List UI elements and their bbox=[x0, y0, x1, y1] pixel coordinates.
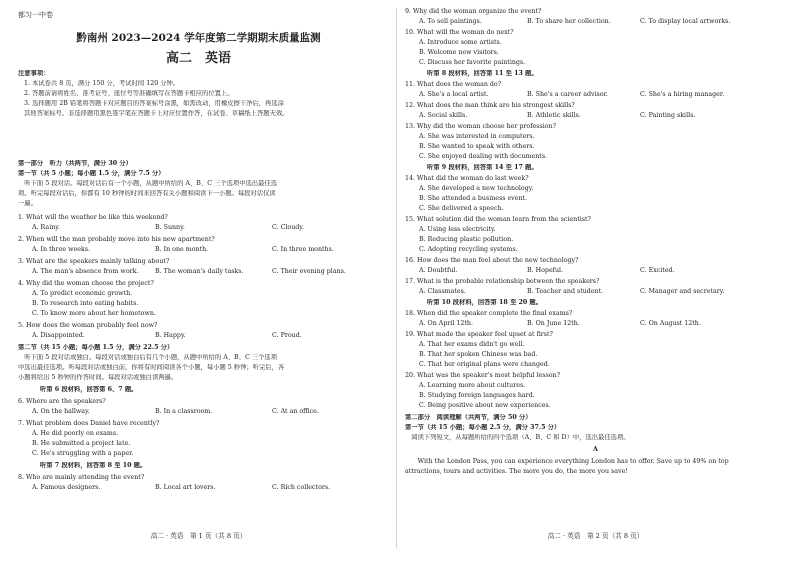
option-c: C. Proud. bbox=[272, 332, 302, 339]
option-c: C. Cloudy. bbox=[272, 224, 305, 231]
exam-subject: 高二 英语 bbox=[165, 51, 231, 66]
option-c: C. He's struggling with a paper. bbox=[32, 450, 134, 457]
option-a: A. She developed a new technology. bbox=[419, 185, 534, 192]
question-text: 14. What did the woman do last week? bbox=[405, 175, 529, 182]
option-a: A. To sell paintings. bbox=[419, 18, 482, 25]
option-a: A. Famous designers. bbox=[32, 484, 101, 491]
question-text: 11. What does the woman do? bbox=[405, 81, 502, 88]
option-c: C. Excited. bbox=[640, 267, 675, 274]
question-text: 5. How does the woman probably feel now? bbox=[18, 322, 158, 329]
listening-material-label: 听第 10 段材料，回答第 18 至 20 题。 bbox=[427, 299, 543, 306]
option-a: A. She's a local artist. bbox=[419, 91, 489, 98]
option-a: A. On April 12th. bbox=[419, 320, 473, 327]
note-line: 其他答案标号。非选择题用黑色签字笔在答题卡上对应位置作答，在试卷、草稿纸上答题无效。 bbox=[24, 110, 289, 117]
passage-line: With the London Pass, you can experience everything London has to offer. Save up to 49% on top bbox=[405, 458, 729, 465]
option-b: B. Reducing plastic pollution. bbox=[419, 236, 514, 243]
page-footer: 高二 · 英语 第 2 页（共 8 页） bbox=[547, 532, 644, 540]
option-b: B. To research into eating habits. bbox=[32, 300, 139, 307]
question-text: 13. Why did the woman choose her profession? bbox=[405, 123, 556, 130]
question-text: 10. What will the woman do next? bbox=[405, 29, 514, 36]
option-a: A. Introduce some artists. bbox=[419, 39, 502, 46]
part2-section1-heading: 第一节（共 15 小题；每小题 2.5 分，满分 37.5 分） bbox=[405, 424, 561, 431]
note-line: 1. 本试卷共 8 页，满分 150 分，考试时间 120 分钟。 bbox=[24, 80, 180, 87]
section2-instructions: 听下面 5 段对话或独白。每段对话或独白后有几个小题，从题中所给的 A、B、C 三个选项 bbox=[18, 354, 277, 361]
option-b: B. That her spoken Chinese was bad. bbox=[419, 351, 538, 358]
section1-heading: 第一节（共 5 小题；每小题 1.5 分，满分 7.5 分） bbox=[18, 170, 165, 177]
section2-instructions: 中选出最佳选项。听每段对话或独白前，你将有时间阅读各个小题，每小题 5 秒钟；听完后，各 bbox=[18, 364, 285, 371]
question-text: 7. What problem does Daniel have recently? bbox=[18, 420, 160, 427]
option-a: A. Doubtful. bbox=[419, 267, 458, 274]
question-text: 8. Who are mainly attending the event? bbox=[18, 474, 145, 481]
option-a: A. He did poorly on exams. bbox=[32, 430, 119, 437]
option-b: B. In one month. bbox=[155, 246, 209, 253]
page-2 bbox=[397, 0, 794, 561]
listening-material-label: 听第 8 段材料，回答第 11 至 13 题。 bbox=[427, 70, 538, 77]
question-text: 15. What solution did the woman learn from the scientist? bbox=[405, 216, 591, 223]
question-text: 6. Where are the speakers? bbox=[18, 398, 106, 405]
option-b: B. Athletic skills. bbox=[527, 112, 581, 119]
option-b: B. Hopeful. bbox=[527, 267, 564, 274]
question-text: 9. Why did the woman organize the event? bbox=[405, 8, 542, 15]
option-c: C. Painting skills. bbox=[640, 112, 696, 119]
question-text: 17. What is the probable relationship between the speakers? bbox=[405, 278, 600, 285]
question-text: 1. What will the weather be like this weekend? bbox=[18, 214, 168, 221]
option-c: C. That her original plans were changed. bbox=[419, 361, 550, 368]
section2-heading: 第二节（共 15 小题；每小题 1.5 分，满分 22.5 分） bbox=[18, 344, 174, 351]
option-a: A. Classmates. bbox=[419, 288, 466, 295]
notes-heading: 注意事项： bbox=[18, 70, 50, 77]
option-c: C. Their evening plans. bbox=[272, 268, 346, 275]
part2-instructions: 阅读下列短文，从每题所给的四个选项（A、B、C 和 D）中，选出最佳选项。 bbox=[405, 434, 630, 441]
option-b: B. She attended a business event. bbox=[419, 195, 528, 202]
section1-instructions: 项。听完每段对话后，你都有 10 秒钟的时间来回答有关小题和阅读下一小题。每段对话仅读 bbox=[18, 190, 276, 197]
option-c: C. She delivered a speech. bbox=[419, 205, 504, 212]
option-a: A. She was interested in computers. bbox=[419, 133, 535, 140]
option-a: A. To predict economic growth. bbox=[32, 290, 133, 297]
option-a: A. Learning more about cultures. bbox=[419, 382, 526, 389]
option-b: B. To share her collection. bbox=[527, 18, 611, 25]
option-c: C. She enjoyed dealing with documents. bbox=[419, 153, 548, 160]
option-b: B. Sunny. bbox=[155, 224, 185, 231]
option-c: C. Discuss her favorite paintings. bbox=[419, 59, 526, 66]
option-a: A. Rainy. bbox=[32, 224, 60, 231]
option-b: B. She wanted to speak with others. bbox=[419, 143, 535, 150]
header-corner-label: 都匀一中卷 bbox=[18, 11, 53, 19]
option-a: A. That her exams didn't go well. bbox=[419, 341, 525, 348]
option-b: B. In a classroom. bbox=[155, 408, 213, 415]
option-c: C. Being positive about new experiences. bbox=[419, 402, 551, 409]
listening-material-label: 听第 9 段材料，回答第 14 至 17 题。 bbox=[427, 164, 538, 171]
option-b: B. He submitted a project late. bbox=[32, 440, 131, 447]
listening-material-label: 听第 7 段材料，回答第 8 至 10 题。 bbox=[40, 462, 147, 469]
part2-heading: 第二部分 阅读理解（共两节，满分 50 分） bbox=[405, 414, 532, 421]
option-c: C. To display local artworks. bbox=[640, 18, 731, 25]
option-a: A. In three weeks. bbox=[32, 246, 91, 253]
question-text: 2. When will the man probably move into his new apartment? bbox=[18, 236, 215, 243]
option-c: C. Rich collectors. bbox=[272, 484, 331, 491]
section1-instructions: 听下面 5 段对话。每段对话后有一个小题，从题中所给的 A、B、C 三个选项中选出最佳选 bbox=[18, 180, 277, 187]
passage-label: A bbox=[593, 446, 598, 453]
passage-line: attractions, tours and activities. The more you do, the more you save! bbox=[405, 468, 628, 475]
section2-instructions: 小题将给出 5 秒钟的作答时间。每段对话或独白读两遍。 bbox=[18, 374, 178, 381]
option-b: B. Studying foreign languages hard. bbox=[419, 392, 535, 399]
option-a: A. On the hallway. bbox=[32, 408, 90, 415]
option-b: B. Local art lovers. bbox=[155, 484, 216, 491]
section1-instructions: 一遍。 bbox=[18, 200, 37, 207]
question-text: 4. Why did the woman choose the project? bbox=[18, 280, 154, 287]
option-b: B. She's a career advisor. bbox=[527, 91, 608, 98]
page-footer: 高二 · 英语 第 1 页（共 8 页） bbox=[150, 532, 247, 540]
option-c: C. Adopting recycling systems. bbox=[419, 246, 518, 253]
option-a: A. Disappointed. bbox=[32, 332, 85, 339]
option-c: C. Manager and secretary. bbox=[640, 288, 725, 295]
question-text: 16. How does the man feel about the new technology? bbox=[405, 257, 579, 264]
part1-heading: 第一部分 听力（共两节，满分 30 分） bbox=[18, 160, 132, 167]
option-b: B. Happy. bbox=[155, 332, 186, 339]
option-b: B. The woman's daily tasks. bbox=[155, 268, 244, 275]
option-c: C. At an office. bbox=[272, 408, 319, 415]
note-line: 2. 答题前请将姓名、准考证号、座位号等准确填写在答题卡相应的位置上。 bbox=[24, 90, 234, 97]
option-a: A. Using less electricity. bbox=[419, 226, 496, 233]
question-text: 3. What are the speakers mainly talking about? bbox=[18, 258, 170, 265]
option-a: A. The man's absence from work. bbox=[32, 268, 139, 275]
option-b: B. Welcome new visitors. bbox=[419, 49, 499, 56]
option-a: A. Social skills. bbox=[419, 112, 468, 119]
option-c: C. In three months. bbox=[272, 246, 334, 253]
question-text: 19. What made the speaker feel upset at first? bbox=[405, 331, 553, 338]
listening-material-label: 听第 6 段材料，回答第 6、7 题。 bbox=[40, 386, 138, 393]
exam-title: 黔南州 2023—2024 学年度第二学期期末质量监测 bbox=[76, 32, 321, 44]
question-text: 12. What does the man think are his strongest skills? bbox=[405, 102, 575, 109]
option-b: B. Teacher and student. bbox=[527, 288, 604, 295]
option-c: C. To know more about her hometown. bbox=[32, 310, 156, 317]
question-text: 18. When did the speaker complete the final exams? bbox=[405, 310, 573, 317]
option-c: C. She's a hiring manager. bbox=[640, 91, 725, 98]
question-text: 20. What was the speaker's most helpful lesson? bbox=[405, 372, 560, 379]
option-b: B. On June 12th. bbox=[527, 320, 580, 327]
note-line: 3. 选择题用 2B 铅笔将答题卡对应题目的答案标号涂黑，如需改动，用橡皮擦干净后，再选涂 bbox=[24, 100, 284, 107]
option-c: C. On August 12th. bbox=[640, 320, 701, 327]
